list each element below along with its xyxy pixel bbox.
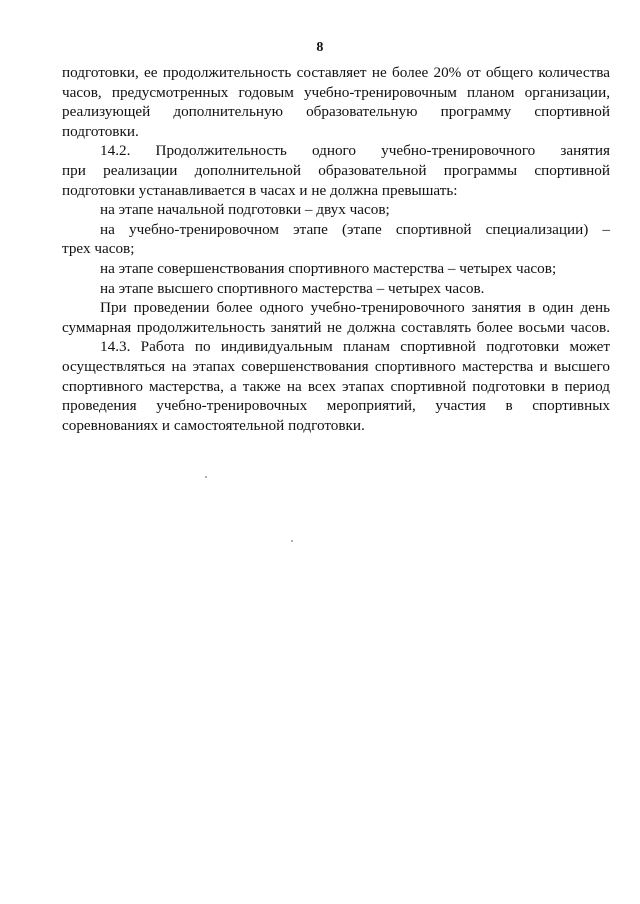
page-number: 8 — [316, 40, 324, 55]
text-line: спортивного мастерства, а также на всех этапах спортивной подготовки в период — [62, 377, 610, 395]
text-line: суммарная продолжительность занятий не должна составлять более восьми часов. — [62, 318, 610, 336]
text-line: часов, предусмотренных годовым учебно-тренировочным планом организации, — [62, 83, 610, 101]
body-text — [62, 63, 610, 435]
scan-speck — [291, 540, 293, 542]
text-line: на учебно-тренировочном этапе (этапе спортивной специализации) – — [100, 220, 610, 238]
text-line: подготовки, ее продолжительность составляет не более 20% от общего количества — [62, 64, 610, 81]
text-line: на этапе начальной подготовки – двух часов; — [100, 201, 390, 219]
text-line: 14.3. Работа по индивидуальным планам спортивной подготовки может — [100, 338, 610, 356]
text-line: проведения учебно-тренировочных мероприятий, участия в спортивных — [62, 397, 610, 415]
text-line: осуществляться на этапах совершенствования спортивного мастерства и высшего — [62, 357, 610, 375]
text-line: соревнованиях и самостоятельной подготовки. — [62, 416, 365, 434]
text-line: на этапе совершенствования спортивного мастерства – четырех часов; — [100, 259, 557, 277]
text-line: при реализации дополнительной образовательной программы спортивной — [62, 161, 610, 179]
text-line: реализующей дополнительную образовательную программу спортивной — [62, 103, 610, 121]
text-line: 14.2. Продолжительность одного учебно-тренировочного занятия — [100, 142, 610, 160]
text-line: При проведении более одного учебно-тренировочного занятия в один день — [100, 299, 610, 317]
scan-speck — [205, 476, 207, 478]
text-line: на этапе высшего спортивного мастерства – четырех часов. — [100, 279, 485, 297]
text-line: подготовки устанавливается в часах и не должна превышать: — [62, 181, 458, 199]
text-line: трех часов; — [62, 240, 135, 258]
text-line: подготовки. — [62, 122, 139, 140]
